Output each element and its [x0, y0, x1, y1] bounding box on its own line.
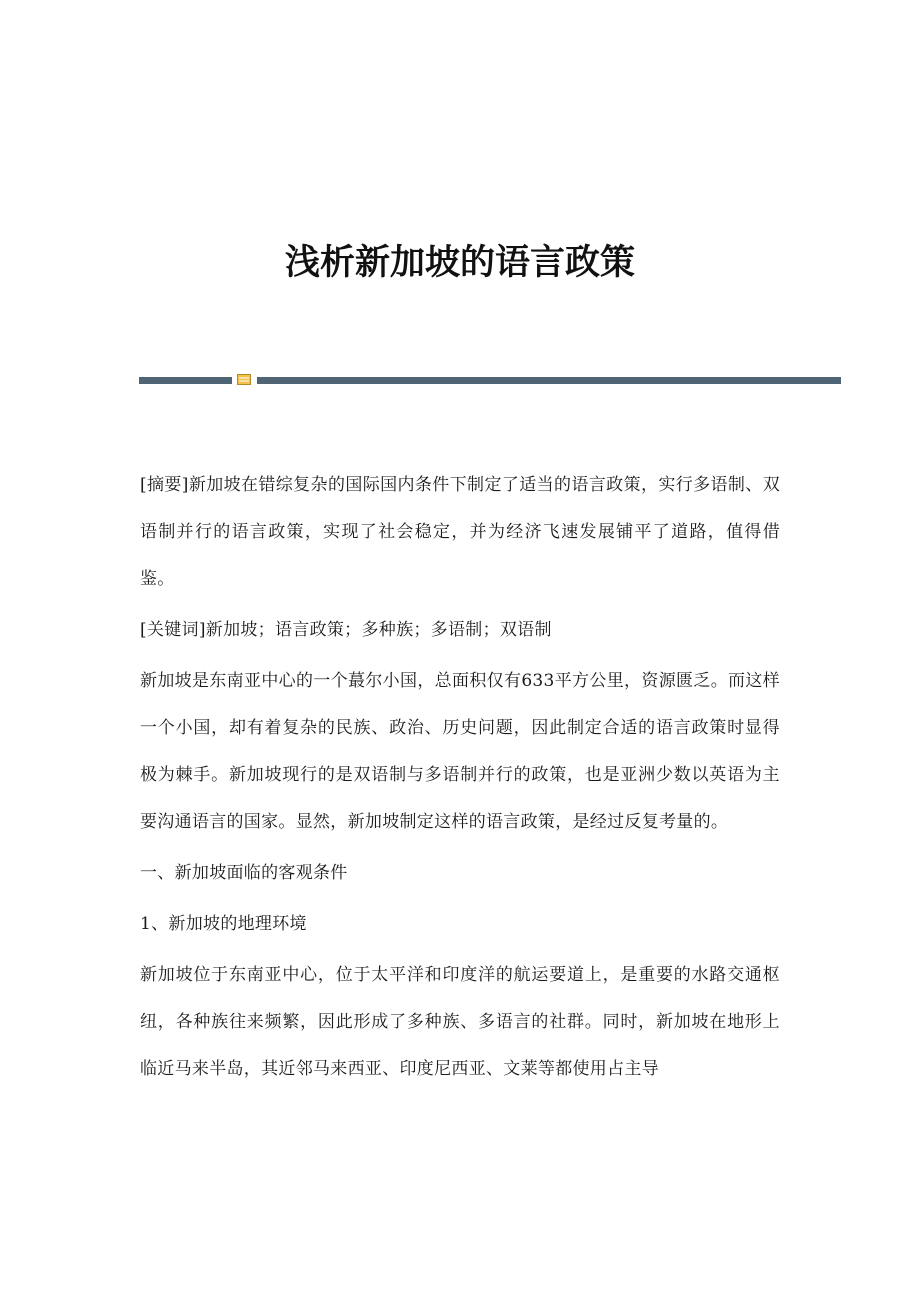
intro-paragraph: 新加坡是东南亚中心的一个蕞尔小国，总面积仅有633平方公里，资源匮乏。而这样一个小国，却有着复杂的民族、政治、历史问题，因此制定合适的语言政策时显得极为棘手。新加坡现行的是双语制与多语制并行的政策，也是亚洲少数以英语为主要沟通语言的国家。显然，新加坡制定这样的语言政策，是经过反复考量的。 [140, 671, 780, 832]
divider-bar-right [257, 377, 841, 384]
abstract-paragraph: [摘要]新加坡在错综复杂的国际国内条件下制定了适当的语言政策，实行多语制、双语制并行的语言政策，实现了社会稳定，并为经济飞速发展铺平了道路，值得借鉴。 [140, 475, 780, 589]
title-divider [139, 373, 841, 387]
section-heading: 一、新加坡面临的客观条件 [140, 863, 348, 883]
divider-ornament-icon [237, 374, 251, 385]
keywords-paragraph: [关键词]新加坡；语言政策；多种族；多语制；双语制 [140, 620, 552, 640]
subsection-heading: 1、新加坡的地理环境 [140, 914, 307, 934]
geography-paragraph: 新加坡位于东南亚中心，位于太平洋和印度洋的航运要道上，是重要的水路交通枢纽，各种族往来频繁，因此形成了多种族、多语言的社群。同时，新加坡在地形上临近马来半岛，其近邻马来西亚、印度尼西亚、文莱等都使用占主导 [140, 965, 780, 1079]
document-body [140, 462, 780, 1093]
divider-bar-left [139, 377, 232, 384]
document-title: 浅析新加坡的语言政策 [284, 242, 635, 284]
